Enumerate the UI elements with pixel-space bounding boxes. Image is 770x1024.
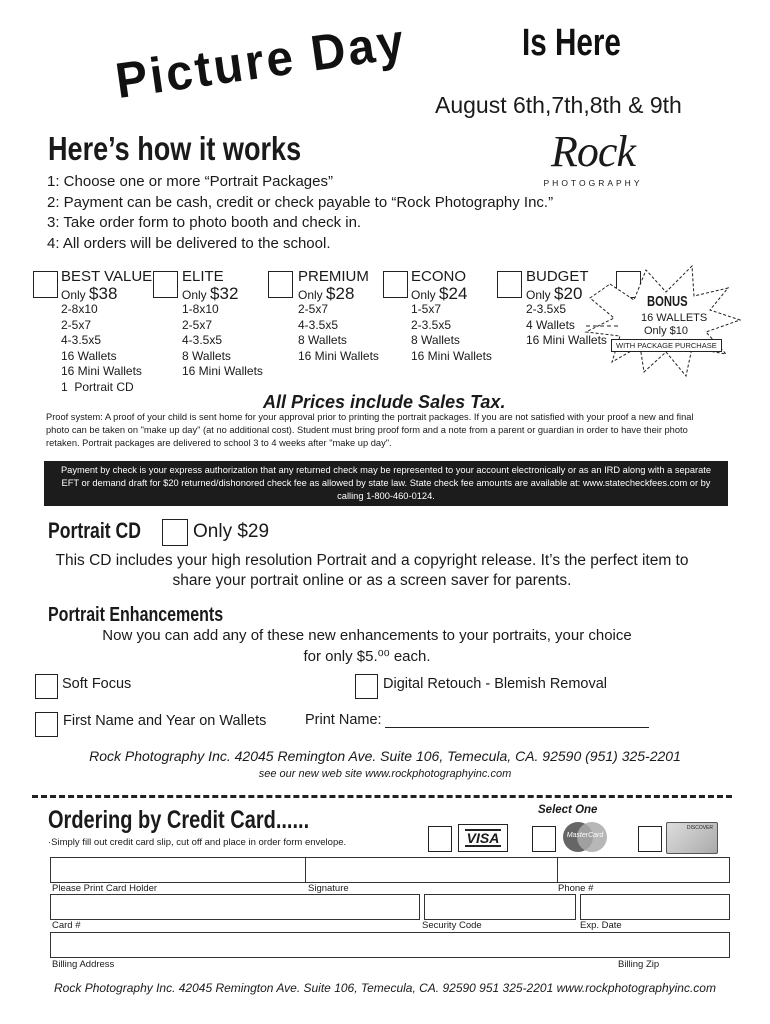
portrait-cd-heading: Portrait CD xyxy=(48,518,141,543)
step-3: 3: Take order form to photo booth and check in. xyxy=(47,214,362,231)
how-it-works-heading: Here’s how it works xyxy=(48,130,302,167)
package-checkbox-premium[interactable] xyxy=(268,271,293,298)
proof-system-text: Proof system: A proof of your child is sent home for your approval prior to printing the portrait packages. If you are not satisfied with your proof a new and final photo can be taken on "make up day" (at no additional cost). Student must bring proof form and a note from a parent or guardian in order to have their photo retaken. Portrait packages are delivered to school 3 to 4 weeks after "make up day". xyxy=(46,412,694,448)
signature-label: Signature xyxy=(308,883,349,894)
package-checkbox-budget[interactable] xyxy=(497,271,522,298)
card-number-field[interactable] xyxy=(50,894,420,920)
mastercard-checkbox[interactable] xyxy=(532,826,556,852)
visa-text: VISA xyxy=(466,830,500,846)
discover-card-icon xyxy=(666,822,718,854)
soft-focus-checkbox[interactable] xyxy=(35,674,58,699)
website-line: see our new web site www.rockphotographyinc.com xyxy=(258,768,512,780)
package-name: ECONO xyxy=(411,268,467,285)
package-price: Only $20 xyxy=(526,284,583,303)
footer-address: Rock Photography Inc. 42045 Remington Ave. Suite 106, Temecula, CA. 92590 951 325-2201 www.rockphotographyinc.com xyxy=(54,981,716,995)
title-picture-day: Picture Day xyxy=(112,12,410,110)
package-checkbox-best-value[interactable] xyxy=(33,271,58,298)
digital-retouch-checkbox[interactable] xyxy=(355,674,378,699)
divider xyxy=(305,857,306,883)
step-2: 2: Payment can be cash, credit or check payable to “Rock Photography Inc.” xyxy=(47,193,554,211)
billing-address-field[interactable] xyxy=(50,932,730,958)
card-number-label: Card # xyxy=(52,920,81,931)
credit-card-instruction: ·Simply fill out credit card slip, cut off and place in order form envelope. xyxy=(48,837,347,848)
portrait-cd-price: Only $29 xyxy=(193,521,270,542)
package-name: BEST VALUE xyxy=(61,268,153,285)
package-price: Only $32 xyxy=(182,284,239,303)
mastercard-text: MasterCard xyxy=(566,832,604,839)
cut-line xyxy=(32,795,732,798)
digital-retouch-label: Digital Retouch - Blemish Removal xyxy=(383,676,608,692)
check-notice-text: Payment by check is your express authorization that any returned check may be represented to your account electronically or as an IRD along with a separate EFT or demand draft for $20 returned/dishonored check fee as allowed by state law. State check fee amounts are available at: www.statecheckfees.com or by calling 1-800-460-0124. xyxy=(60,465,712,501)
name-year-wallets-label: First Name and Year on Wallets xyxy=(63,713,267,729)
exp-date-label: Exp. Date xyxy=(580,920,622,931)
soft-focus-label: Soft Focus xyxy=(62,676,132,692)
package-price: Only $38 xyxy=(61,284,118,303)
visa-card-icon xyxy=(458,824,508,852)
discover-text: DISCOVER xyxy=(686,825,713,831)
logo-photography-text: PHOTOGRAPHY xyxy=(543,178,643,188)
package-items: 1-8x10 2-5x7 4-3.5x5 8 Wallets 16 Mini Wallets xyxy=(182,302,263,378)
card-holder-label: Please Print Card Holder xyxy=(52,883,158,894)
step-4: 4: All orders will be delivered to the school. xyxy=(47,234,331,252)
title-is-here: Is Here xyxy=(522,22,621,64)
select-one-label: Select One xyxy=(538,804,598,816)
credit-card-heading: Ordering by Credit Card...... xyxy=(48,806,310,834)
bonus-line-2: Only $10 xyxy=(644,325,689,337)
package-price: Only $24 xyxy=(411,284,468,303)
discover-checkbox[interactable] xyxy=(638,826,662,852)
package-items: 2-5x7 4-3.5x5 8 Wallets 16 Mini Wallets xyxy=(298,302,379,363)
portrait-cd-description: This CD includes your high resolution Portrait and a copyright release. It’s the perfect item to share your portrait online or as a screen saver for parents. xyxy=(55,552,689,589)
phone-label: Phone # xyxy=(558,883,594,894)
sales-tax-note: All Prices include Sales Tax. xyxy=(263,392,506,412)
package-items: 2-3.5x5 4 Wallets 16 Mini Wallets xyxy=(526,302,607,347)
arrow-dash-icon xyxy=(584,318,624,334)
divider xyxy=(557,857,558,883)
security-code-label: Security Code xyxy=(422,920,482,931)
package-checkbox-elite[interactable] xyxy=(153,271,178,298)
visa-checkbox[interactable] xyxy=(428,826,452,852)
company-address: Rock Photography Inc. 42045 Remington Ave. Suite 106, Temecula, CA. 92590 (951) 325-2201 xyxy=(89,748,681,764)
package-checkbox-econo[interactable] xyxy=(383,271,408,298)
billing-address-label: Billing Address xyxy=(52,959,115,970)
bonus-line-1: 16 WALLETS xyxy=(641,312,708,324)
event-dates: August 6th,7th,8th & 9th xyxy=(435,92,682,118)
bonus-title: BONUS xyxy=(647,293,688,310)
package-name: BUDGET xyxy=(526,268,589,285)
portrait-cd-checkbox[interactable] xyxy=(162,519,188,546)
enhancements-heading: Portrait Enhancements xyxy=(48,604,224,626)
print-name-label: Print Name: xyxy=(305,712,382,728)
enhancements-description: Now you can add any of these new enhancements to your portraits, your choice for only $5.⁰⁰ each. xyxy=(102,627,632,665)
package-name: PREMIUM xyxy=(298,268,369,285)
package-items: 1-5x7 2-3.5x5 8 Wallets 16 Mini Wallets xyxy=(411,302,492,363)
name-year-wallets-checkbox[interactable] xyxy=(35,712,58,737)
exp-date-field[interactable] xyxy=(580,894,730,920)
logo-rock-text: Rock xyxy=(551,127,635,176)
package-price: Only $28 xyxy=(298,284,355,303)
bonus-line-3: WITH PACKAGE PURCHASE xyxy=(611,339,722,352)
how-it-works-steps xyxy=(47,172,553,254)
security-code-field[interactable] xyxy=(424,894,576,920)
print-name-field[interactable] xyxy=(385,727,649,728)
package-items: 2-8x10 2-5x7 4-3.5x5 16 Wallets 16 Mini Wallets 1 Portrait CD xyxy=(61,302,142,394)
rock-logo xyxy=(541,127,645,192)
package-name: ELITE xyxy=(182,268,224,285)
step-1: 1: Choose one or more “Portrait Packages” xyxy=(47,173,333,190)
billing-zip-label: Billing Zip xyxy=(618,959,660,970)
card-holder-field[interactable] xyxy=(50,857,730,883)
check-notice-banner xyxy=(44,461,728,506)
